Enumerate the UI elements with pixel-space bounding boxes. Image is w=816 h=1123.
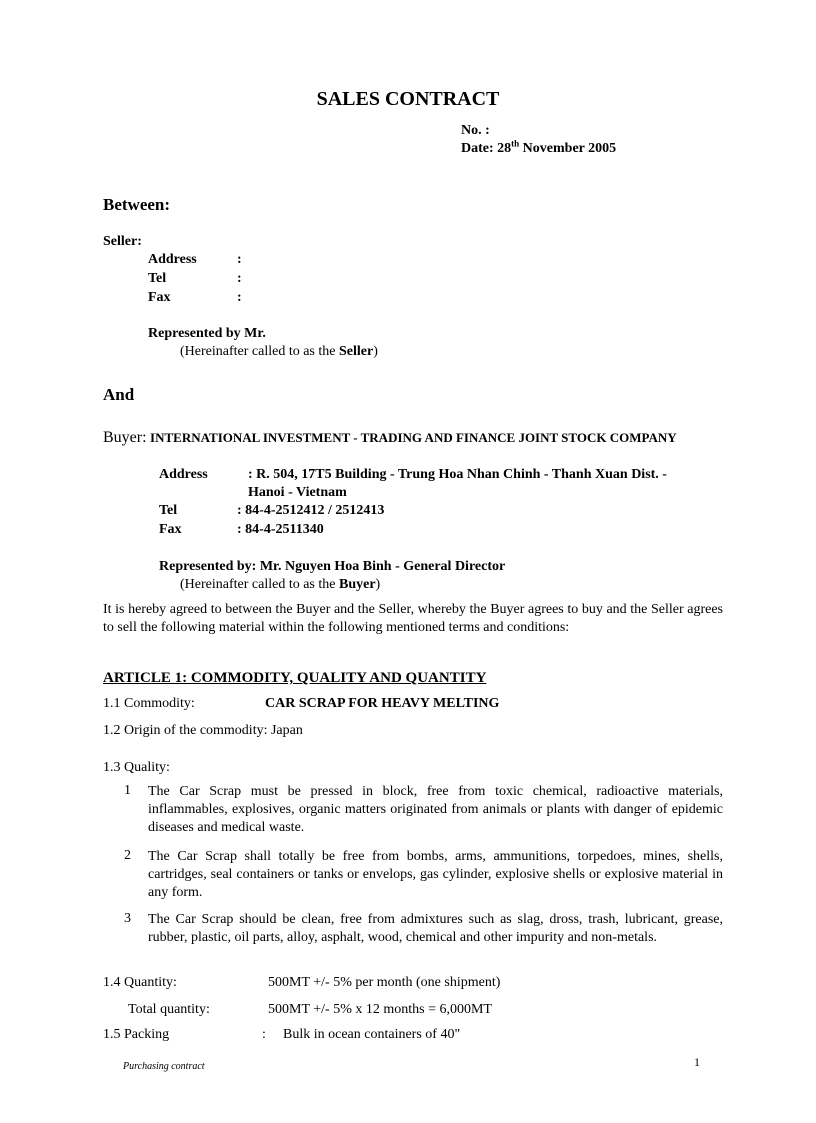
- seller-address-label: Address: [148, 252, 197, 267]
- seller-label: Seller:: [103, 234, 142, 249]
- packing-colon: :: [262, 1027, 266, 1042]
- total-quantity-value: 500MT +/- 5% x 12 months = 6,000MT: [268, 1002, 492, 1017]
- quantity-value: 500MT +/- 5% per month (one shipment): [268, 975, 501, 990]
- quality-item-text: The Car Scrap shall totally be free from bombs, arms, ammunitions, torpedoes, mines, shells, cartridges, seal containers or tanks or envelops, gas cylinder, explosive shells or explosive material in any form.: [148, 849, 723, 900]
- buyer-tel-value: : 84-4-2512412 / 2512413: [237, 503, 385, 518]
- article-1-heading: ARTICLE 1: COMMODITY, QUALITY AND QUANTITY: [103, 670, 487, 686]
- between-heading: Between:: [103, 195, 171, 214]
- buyer-company: INTERNATIONAL INVESTMENT - TRADING AND FINANCE JOINT STOCK COMPANY: [150, 430, 677, 445]
- buyer-address-line2: Hanoi - Vietnam: [248, 485, 347, 500]
- buyer-represented: Represented by: Mr. Nguyen Hoa Binh - General Director: [159, 559, 506, 574]
- seller-fax-label: Fax: [148, 290, 171, 305]
- seller-tel-label: Tel: [148, 271, 167, 286]
- contract-number: No. :: [461, 123, 490, 138]
- buyer-address-line1: : R. 504, 17T5 Building - Trung Hoa Nhan Chinh - Thanh Xuan Dist. -: [248, 467, 667, 482]
- agreement-paragraph: It is hereby agreed to between the Buyer and the Seller, whereby the Buyer agrees to buy and the Seller agrees to sell the following material within the following mentioned terms and conditions:: [103, 602, 723, 635]
- origin-line: 1.2 Origin of the commodity: Japan: [103, 723, 303, 738]
- and-heading: And: [103, 385, 135, 404]
- commodity-value: CAR SCRAP FOR HEAVY MELTING: [265, 696, 500, 711]
- packing-value: Bulk in ocean containers of 40": [283, 1027, 461, 1042]
- commodity-label: 1.1 Commodity:: [103, 696, 195, 711]
- footer-label: Purchasing contract: [123, 1061, 205, 1072]
- quality-label: 1.3 Quality:: [103, 760, 170, 775]
- seller-represented: Represented by Mr.: [148, 326, 266, 341]
- quality-item-number: 2: [124, 848, 131, 863]
- quality-item-text: The Car Scrap should be clean, free from admixtures such as slag, dross, trash, lubricant, grease, rubber, plastic, oil parts, alloy, asphalt, wood, chemical and other impurity and non-metals.: [148, 912, 723, 945]
- buyer-label: Buyer:: [103, 429, 147, 446]
- buyer-tel-label: Tel: [159, 503, 178, 518]
- seller-hereinafter: (Hereinafter called to as the Seller): [180, 344, 378, 359]
- buyer-address-label: Address: [159, 467, 208, 482]
- quantity-label: 1.4 Quantity:: [103, 975, 177, 990]
- buyer-line: [103, 428, 677, 448]
- buyer-fax-value: : 84-4-2511340: [237, 522, 324, 537]
- total-quantity-label: Total quantity:: [128, 1002, 210, 1017]
- seller-fax-colon: :: [237, 290, 242, 305]
- document-title: SALES CONTRACT: [316, 88, 500, 110]
- buyer-hereinafter: (Hereinafter called to as the Buyer): [180, 577, 381, 592]
- page-number: 1: [694, 1055, 700, 1069]
- quality-item-number: 3: [124, 911, 131, 926]
- packing-label: 1.5 Packing: [103, 1027, 170, 1042]
- buyer-fax-label: Fax: [159, 522, 182, 537]
- seller-address-colon: :: [237, 252, 242, 267]
- contract-date: Date: 28th November 2005: [461, 138, 617, 156]
- seller-tel-colon: :: [237, 271, 242, 286]
- quality-item-text: The Car Scrap must be pressed in block, free from toxic chemical, radioactive materials, inflammables, explosives, organic matters originated from animals or plants with danger of epidemic diseases and medical waste.: [148, 784, 723, 835]
- quality-item-number: 1: [124, 783, 131, 798]
